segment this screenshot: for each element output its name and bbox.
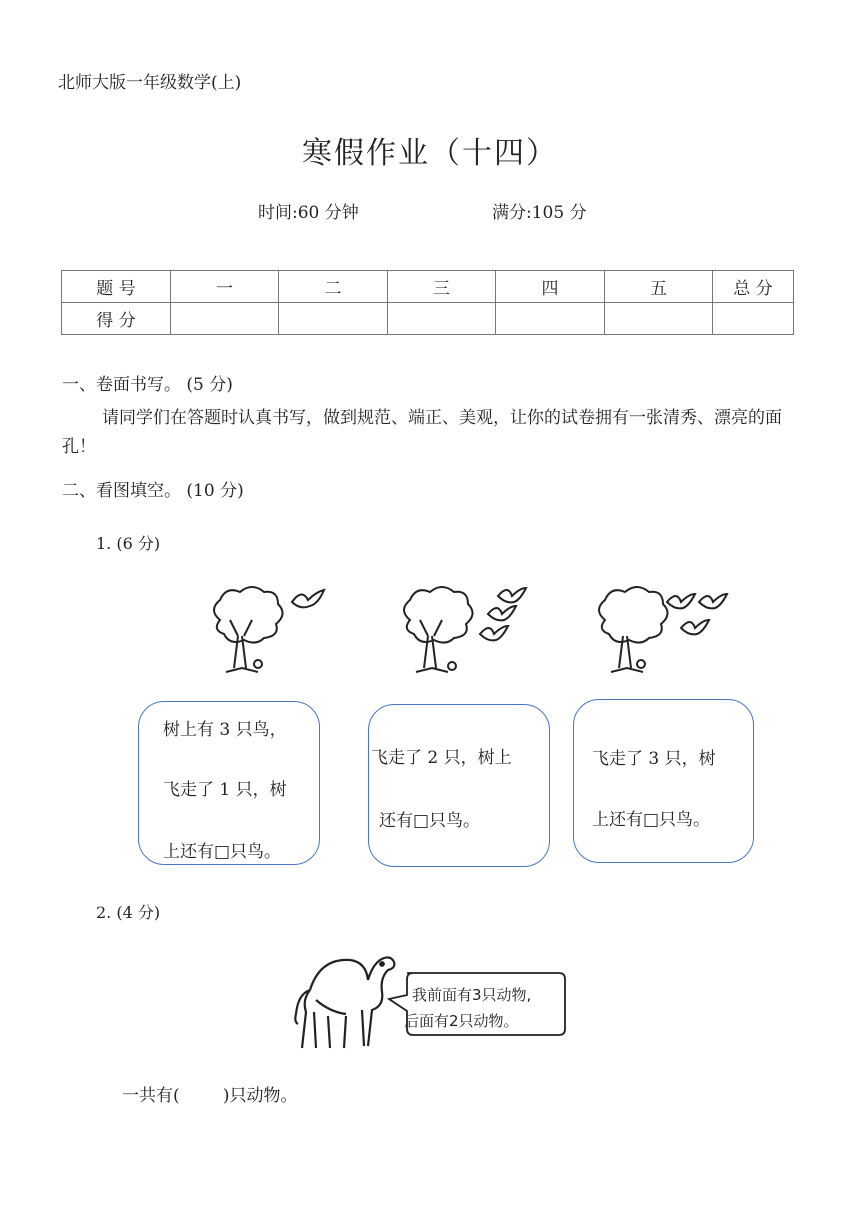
tree-with-birds-illustration-1 (200, 580, 340, 680)
story-card-1 (138, 701, 320, 865)
table-cell: 题 号 (62, 271, 171, 303)
question1-label: 1. (6 分) (96, 534, 161, 553)
table-cell: 二 (279, 271, 388, 303)
table-score-row (62, 303, 794, 335)
story-card-3 (573, 699, 754, 863)
table-cell: 得 分 (62, 303, 171, 335)
card-line: 飞走了 3 只，树 (592, 749, 716, 769)
score-table (61, 270, 794, 335)
table-cell: 三 (388, 271, 496, 303)
table-header-row (62, 271, 794, 303)
card-line: 树上有 3 只鸟， (163, 720, 287, 740)
table-cell: 五 (605, 271, 713, 303)
section1-text: 请同学们在答题时认真书写，做到规范、端正、美观，让你的试卷拥有一张清秀、漂亮的面孔！ (62, 408, 782, 457)
full-score: 满分:105 分 (492, 203, 587, 223)
table-cell: 四 (496, 271, 605, 303)
section2-heading: 二、看图填空。 (10 分) (62, 481, 244, 501)
card-line: 飞走了 2 只，树上 (371, 748, 512, 768)
section1-heading: 一、卷面书写。 (5 分) (62, 375, 233, 395)
score-input-cell[interactable] (171, 303, 279, 335)
card-line: 还有□只鸟。 (379, 811, 481, 831)
card-line: 上还有□只鸟。 (163, 842, 282, 862)
score-input-cell[interactable] (605, 303, 713, 335)
card-line: 飞走了 1 只，树 (163, 780, 287, 800)
answer-blank-line[interactable]: 一共有( )只动物。 (122, 1086, 298, 1106)
score-input-cell[interactable] (388, 303, 496, 335)
speech-line: 我前面有3只动物, (412, 986, 532, 1004)
score-input-cell[interactable] (279, 303, 388, 335)
question2-label: 2. (4 分) (96, 903, 161, 922)
subject-header: 北师大版一年级数学(上) (58, 73, 242, 93)
score-input-cell[interactable] (496, 303, 605, 335)
tree-with-birds-illustration-2 (390, 580, 540, 680)
score-input-cell[interactable] (713, 303, 794, 335)
page-title: 寒假作业（十四） (302, 136, 558, 171)
speech-line: 后面有2只动物。 (404, 1012, 519, 1030)
tree-with-birds-illustration-3 (585, 580, 735, 680)
exam-time: 时间:60 分钟 (258, 203, 359, 223)
table-cell: 总 分 (713, 271, 794, 303)
card-line: 上还有□只鸟。 (592, 810, 711, 830)
table-cell: 一 (171, 271, 279, 303)
story-card-2 (368, 704, 550, 867)
